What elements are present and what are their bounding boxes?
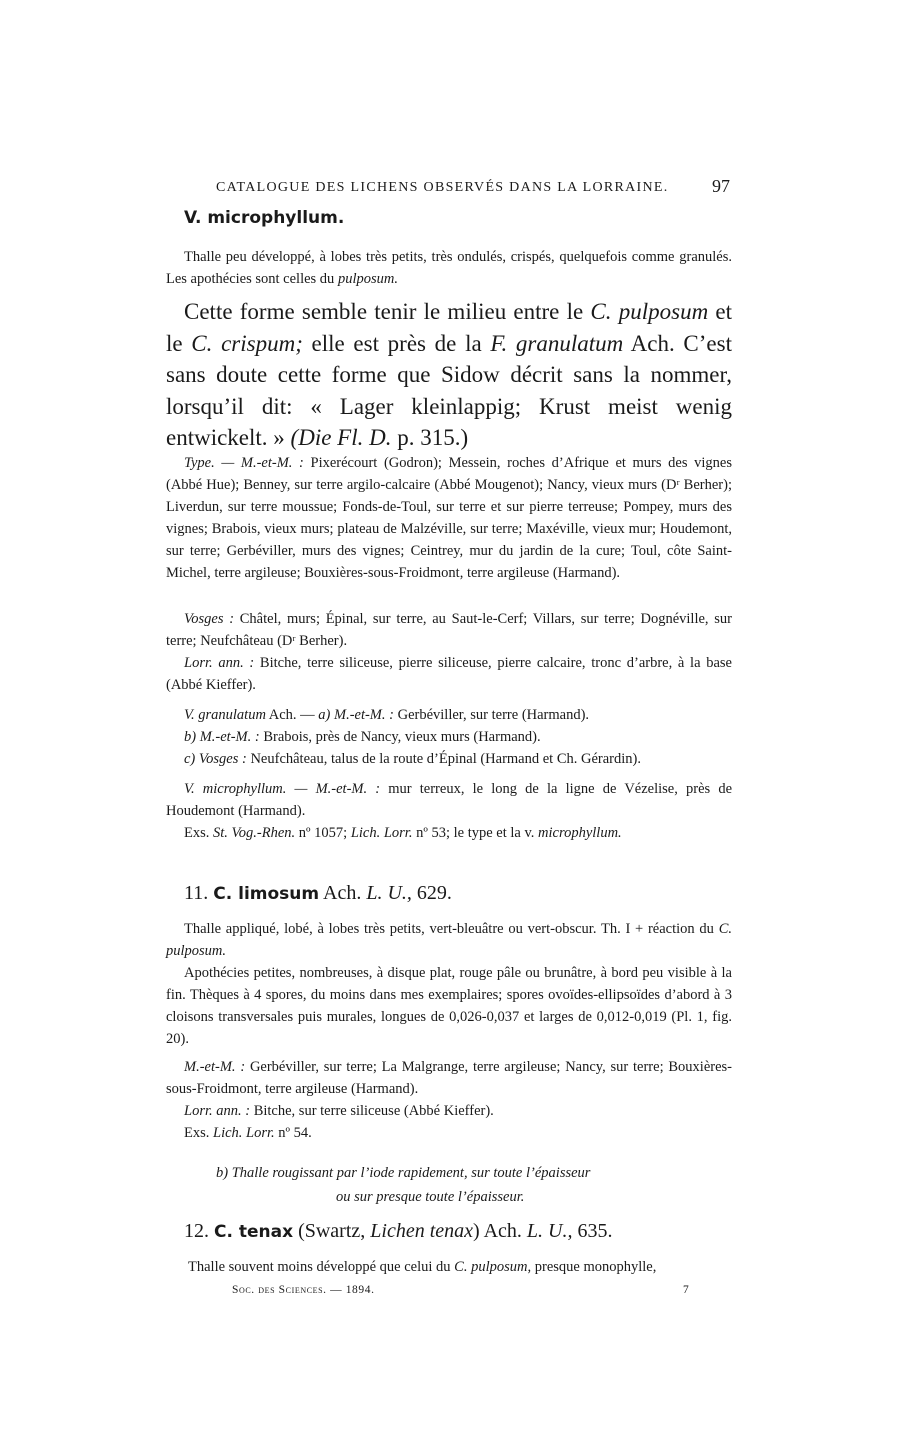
type-localities-label: Type. — M.-et-M. : [184, 455, 304, 471]
variety-description [166, 246, 732, 290]
tenax-reference: L. U., [526, 1220, 573, 1242]
lorraine-localities-label: Lorr. ann. : [184, 655, 255, 671]
commentary-text-1: Cette forme semble tenir le milieu entre le [184, 299, 591, 324]
lorraine-localities [166, 652, 732, 696]
lorraine-localities-text: Bitche, terre siliceuse, pierre siliceuse, pierre calcaire, tronc d’arbre, à la base (Abbé Kieffer). [166, 655, 732, 693]
microphyllum-locality-text: mur terreux, le long de la ligne de Vézelise, près de Houdemont (Harmand). [166, 781, 733, 819]
limosum-lorraine [166, 1100, 732, 1122]
species-heading-limosum [184, 882, 452, 905]
species-author: Ach. [319, 882, 367, 904]
granulatum-c-label: c) Vosges : [184, 751, 247, 767]
granulatum-c [184, 748, 744, 770]
granulatum-c-text: Neufchâteau, talus de la route d’Épinal (Harmand et Ch. Gérardin). [246, 751, 641, 767]
species-reference: L. U., [366, 882, 412, 904]
species-heading-tenax [184, 1220, 612, 1243]
granulatum-b-label: b) M.-et-M. : [184, 729, 260, 745]
limosum-thallus-italic: C. pulposum. [166, 921, 732, 959]
type-localities-text: Pixerécourt (Godron); Messein, roches d’Afrique et murs des vignes (Abbé Hue); Benney, sur terre argilo-calcaire (Abbé Mougenot); Nancy, vieux murs (Dʳ Berher); Liverdun, sur terre moussue; Fonds-de-Toul, sur terre et sur pierre terreuse; Pompey, murs des vignes; Brabois, vieux murs; plateau de Malzéville, sur terre; Maxéville, vieux mur; Houdemont, sur terre; Gerbéviller, murs des vignes; Ceintrey, mur du jardin de la cure; Toul, côte Saint-Michel, terre argileuse; Bouxières-sous-Froidmont, terre argileuse (Harmand). [166, 455, 732, 581]
variety-description-italic: pulposum. [337, 271, 398, 287]
microphyllum-locality-label: V. microphyllum. — M.-et-M. : [184, 781, 381, 797]
exsiccata-1 [166, 822, 732, 844]
tenax-thallus-text-1: Thalle souvent moins développé que celui du [188, 1259, 455, 1275]
tenax-name: C. tenax [214, 1222, 294, 1242]
exsiccata-1-text-1: Exs. [184, 825, 213, 841]
exsiccata-1-italic-1: St. Vog.-Rhen. [213, 825, 296, 841]
running-title: CATALOGUE DES LICHENS OBSERVÉS DANS LA LORRAINE. [216, 180, 669, 195]
tenax-synonym: Lichen tenax [370, 1220, 474, 1242]
vosges-localities [166, 608, 732, 652]
commentary-italic-4: (Die Fl. D. [290, 425, 392, 450]
commentary-text-4: Ach. C’est sans doute cette forme que Sidow décrit sans la nommer, lorsqu’il dit: « Lager kleinlappig; Krust meist wenig entwickelt. » [166, 330, 732, 450]
commentary-paragraph [166, 296, 732, 454]
footer-sheet-number: 7 [683, 1284, 690, 1296]
limosum-thallus-text: Thalle appliqué, lobé, à lobes très petits, vert-bleuâtre ou vert-obscur. Th. I + réaction du [184, 921, 719, 937]
footer-signature: Soc. des Sciences. — 1894. [232, 1284, 375, 1296]
limosum-exsiccata-text-1: Exs. [184, 1125, 213, 1141]
granulatum-a [184, 704, 732, 726]
microphyllum-locality [166, 778, 732, 822]
limosum-exsiccata-italic: Lich. Lorr. [213, 1125, 275, 1141]
tenax-text-1: (Swartz, [293, 1220, 371, 1242]
granulatum-b [184, 726, 732, 748]
exsiccata-1-italic-3: microphyllum. [538, 825, 622, 841]
limosum-localities-label: M.-et-M. : [184, 1059, 246, 1075]
granulatum-b-text: Brabois, près de Nancy, vieux murs (Harmand). [259, 729, 541, 745]
limosum-lorraine-label: Lorr. ann. : [184, 1103, 251, 1119]
tenax-author: ) Ach. [473, 1220, 527, 1242]
limosum-localities-text: Gerbéviller, sur terre; La Malgrange, terre argileuse; Nancy, sur terre; Bouxières-sous-Froidmont, terre argileuse (Harmand). [166, 1059, 733, 1097]
granulatum-text-1: Ach. — [265, 707, 319, 723]
species-name: C. limosum [213, 884, 320, 904]
exsiccata-1-text-3: nº 53; le type et la v. [412, 825, 539, 841]
vosges-localities-text: Châtel, murs; Épinal, sur terre, au Saut-le-Cerf; Villars, sur terre; Dognéville, sur terre; Neufchâteau (Dʳ Berher). [166, 611, 732, 649]
tenax-thallus [188, 1256, 748, 1278]
commentary-text-5: p. 315.) [391, 425, 469, 450]
commentary-italic-2: C. crispum; [191, 330, 303, 356]
limosum-thallus [166, 918, 732, 962]
species-number: 11. [184, 882, 214, 904]
commentary-text-2: et le [166, 299, 733, 356]
commentary-text-3: elle est près de la [302, 330, 491, 356]
exsiccata-1-italic-2: Lich. Lorr. [350, 825, 413, 841]
exsiccata-1-text-2: nº 1057; [295, 825, 351, 841]
type-localities [166, 452, 732, 584]
tenax-page: 635. [572, 1220, 613, 1242]
limosum-lorraine-text: Bitche, sur terre siliceuse (Abbé Kieffer). [250, 1103, 494, 1119]
limosum-exsiccata-text-2: nº 54. [274, 1125, 312, 1141]
commentary-italic-3: F. granulatum [490, 330, 624, 356]
tenax-number: 12. [184, 1220, 214, 1242]
tenax-thallus-italic: C. pulposum, [454, 1259, 532, 1275]
limosum-variety-b-line-1: b) Thalle rougissant par l’iode rapidement, sur toute l’épaisseur [216, 1165, 591, 1181]
vosges-localities-label: Vosges : [184, 611, 235, 627]
limosum-localities [166, 1056, 732, 1100]
variety-heading: V. microphyllum. [184, 208, 345, 228]
limosum-apothecia: Apothécies petites, nombreuses, à disque plat, rouge pâle ou brunâtre, à bord peu visible à la fin. Thèques à 4 spores, du moins dans mes exemplaires; spores ovoïdes-ellipsoïdes d’abord à 3 cloisons transversales puis murales, longues de 0,026-0,037 et larges de 0,012-0,019 (Pl. 1, fig. 20). [166, 965, 732, 1047]
page-number: 97 [712, 176, 730, 196]
limosum-variety-b-line-2: ou sur presque toute l’épaisseur. [336, 1189, 525, 1205]
granulatum-a-text: Gerbéviller, sur terre (Harmand). [393, 707, 590, 723]
granulatum-a-label: a) M.-et-M. : [318, 707, 394, 723]
species-page: 629. [411, 882, 452, 904]
granulatum-label: V. granulatum [184, 707, 266, 723]
variety-description-text: Thalle peu développé, à lobes très petits, très ondulés, crispés, quelquefois comme granulés. Les apothécies sont celles du [166, 249, 732, 287]
limosum-exsiccata [166, 1122, 732, 1144]
commentary-italic-1: C. pulposum [590, 299, 709, 324]
tenax-thallus-text-2: presque monophylle, [531, 1259, 657, 1275]
